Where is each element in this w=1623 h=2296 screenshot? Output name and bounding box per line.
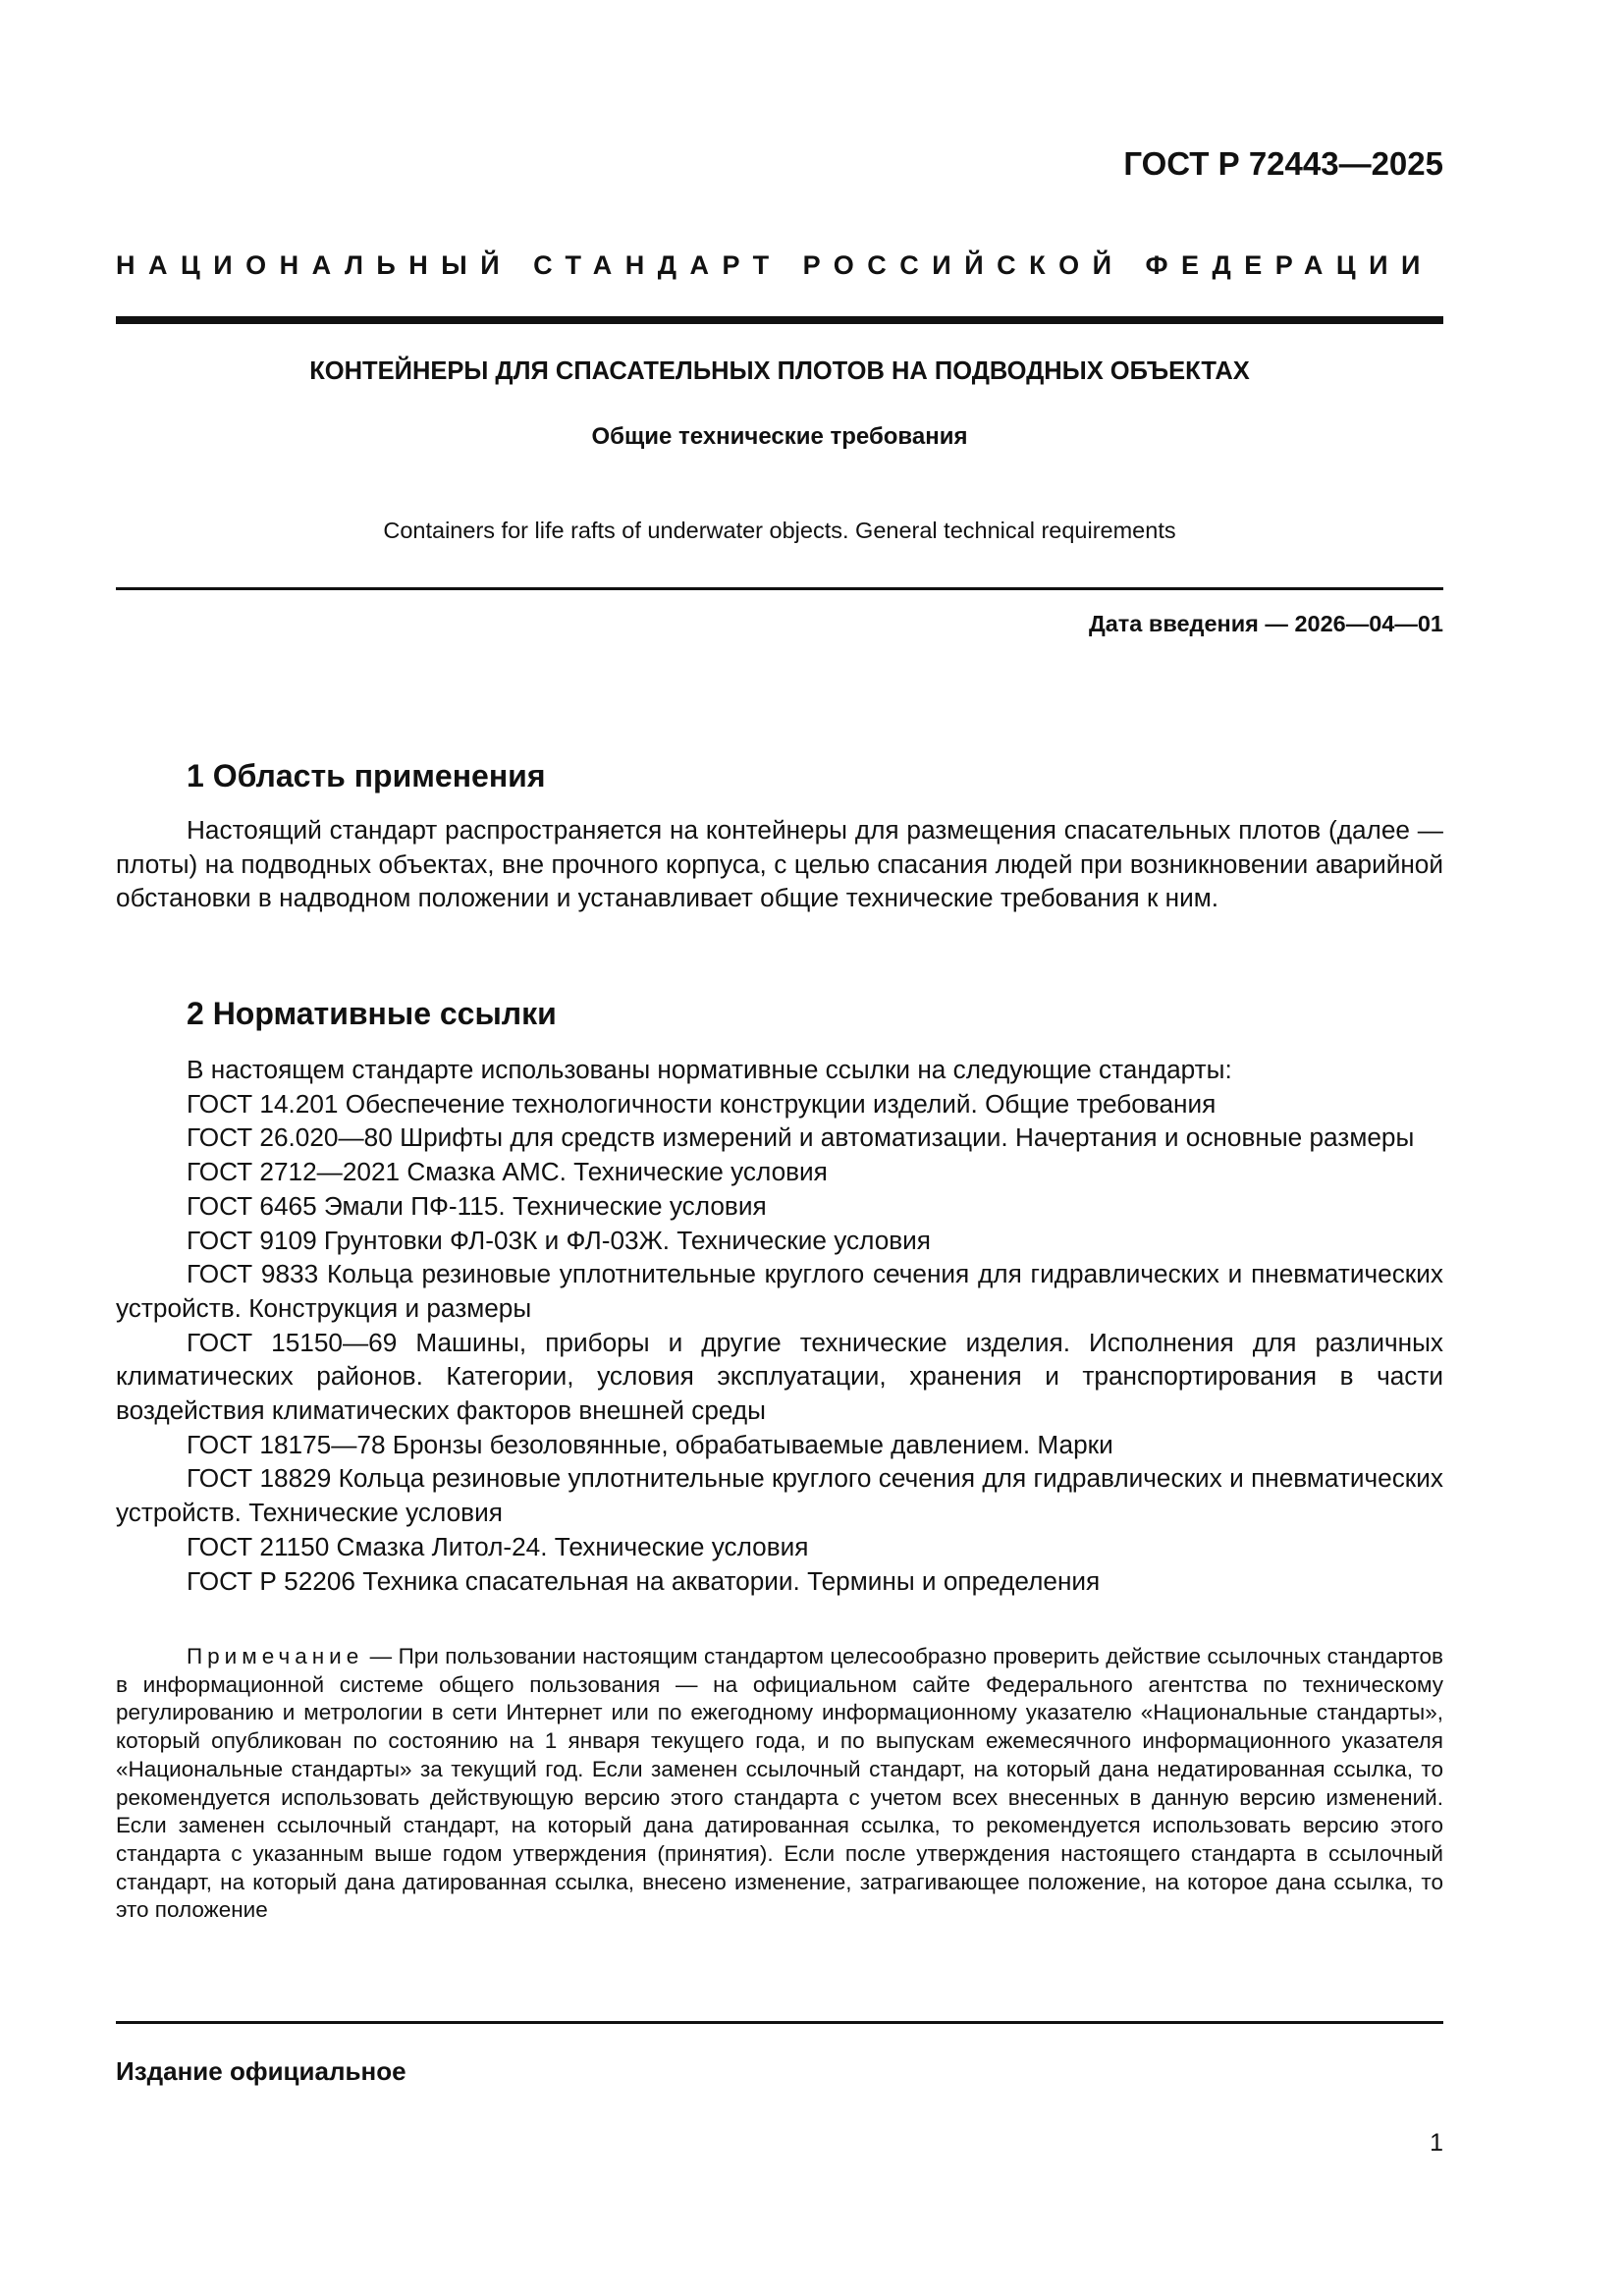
- reference-item: ГОСТ 18829 Кольца резиновые уплотнительные круглого сечения для гидравлических и пневматических устройств. Технические условия: [116, 1463, 1443, 1528]
- gost-number: ГОСТ Р 72443—2025: [1123, 145, 1443, 182]
- reference-item: ГОСТ 21150 Смазка Литол-24. Технические условия: [187, 1531, 809, 1561]
- reference-item: ГОСТ 9109 Грунтовки ФЛ-03К и ФЛ-03Ж. Технические условия: [187, 1225, 931, 1255]
- reference-item: ГОСТ 18175—78 Бронзы безоловянные, обрабатываемые давлением. Марки: [187, 1429, 1113, 1459]
- section-1-body: [116, 813, 1443, 915]
- references-intro: В настоящем стандарте использованы нормативные ссылки на следующие стандарты:: [187, 1055, 1232, 1084]
- reference-item: ГОСТ 2712—2021 Смазка АМС. Технические условия: [187, 1157, 828, 1187]
- scope-paragraph: Настоящий стандарт распространяется на контейнеры для размещения спасательных плотов (далее — плоты) на подводных объектах, вне прочного корпуса, с целью спасания людей при возникновении аварийной обстановки в надводном положении и устанавливает общие технические требования к ним.: [116, 815, 1443, 913]
- document-subtitle: Общие технические требования: [591, 423, 968, 450]
- organization-title: НАЦИОНАЛЬНЫЙ СТАНДАРТ РОССИЙСКОЙ ФЕДЕРАЦИИ: [116, 250, 1434, 280]
- page-number: 1: [1430, 2129, 1443, 2157]
- reference-item: ГОСТ Р 52206 Техника спасательная на акватории. Термины и определения: [187, 1565, 1101, 1596]
- note-paragraph: [116, 1643, 1443, 1925]
- document-title: КОНТЕЙНЕРЫ ДЛЯ СПАСАТЕЛЬНЫХ ПЛОТОВ НА ПОДВОДНЫХ ОБЪЕКТАХ: [309, 357, 1250, 385]
- introduction-date: Дата введения — 2026—04—01: [1088, 611, 1443, 636]
- footer-divider: [116, 2021, 1443, 2024]
- reference-item: ГОСТ 9833 Кольца резиновые уплотнительные круглого сечения для гидравлических и пневматических устройств. Конструкция и размеры: [116, 1259, 1443, 1323]
- reference-item: ГОСТ 6465 Эмали ПФ-115. Технические условия: [187, 1190, 767, 1221]
- edition-label: Издание официальное: [116, 2056, 406, 2086]
- section-2-body: [116, 1053, 1443, 1598]
- note-text: — При пользовании настоящим стандартом целесообразно проверить действие ссылочных стандартов в информационной системе общего пользования — на официальном сайте Федерального агентства по техническому регулированию и метрологии в сети Интернет или по ежегодному информационному указателю «Национальные стандарты», который опубликован по состоянию на 1 января текущего года, и по выпускам ежемесячного информационного указателя «Национальные стандарты» за текущий год. Если заменен ссылочный стандарт, на который дана недатированная ссылка, то рекомендуется использовать действующую версию этого стандарта с учетом всех внесенных в данную версию изменений. Если заменен ссылочный стандарт, на который дана датированная ссылка, то рекомендуется использовать версию этого стандарта с указанным выше годом утверждения (принятия). Если после утверждения настоящего стандарта в ссылочный стандарт, на который дана датированная ссылка, внесено изменение, затрагивающее положение, на которое дана ссылка, то это положение: [116, 1644, 1443, 1923]
- reference-item: ГОСТ 15150—69 Машины, приборы и другие технические изделия. Исполнения для различных климатических районов. Категории, условия эксплуатации, хранения и транспортирования в части воздействия климатических факторов внешней среды: [116, 1327, 1443, 1426]
- section-2-heading: 2 Нормативные ссылки: [187, 996, 557, 1031]
- note-label: Примечание: [187, 1644, 364, 1668]
- reference-item: ГОСТ 26.020—80 Шрифты для средств измерений и автоматизации. Начертания и основные размеры: [187, 1122, 1415, 1153]
- title-divider: [116, 587, 1443, 590]
- header-thick-rule: [116, 316, 1443, 324]
- section-1-heading: 1 Область применения: [187, 758, 546, 793]
- reference-item: ГОСТ 14.201 Обеспечение технологичности конструкции изделий. Общие требования: [187, 1088, 1217, 1119]
- document-english-title: Containers for life rafts of underwater objects. General technical requirements: [383, 518, 1176, 543]
